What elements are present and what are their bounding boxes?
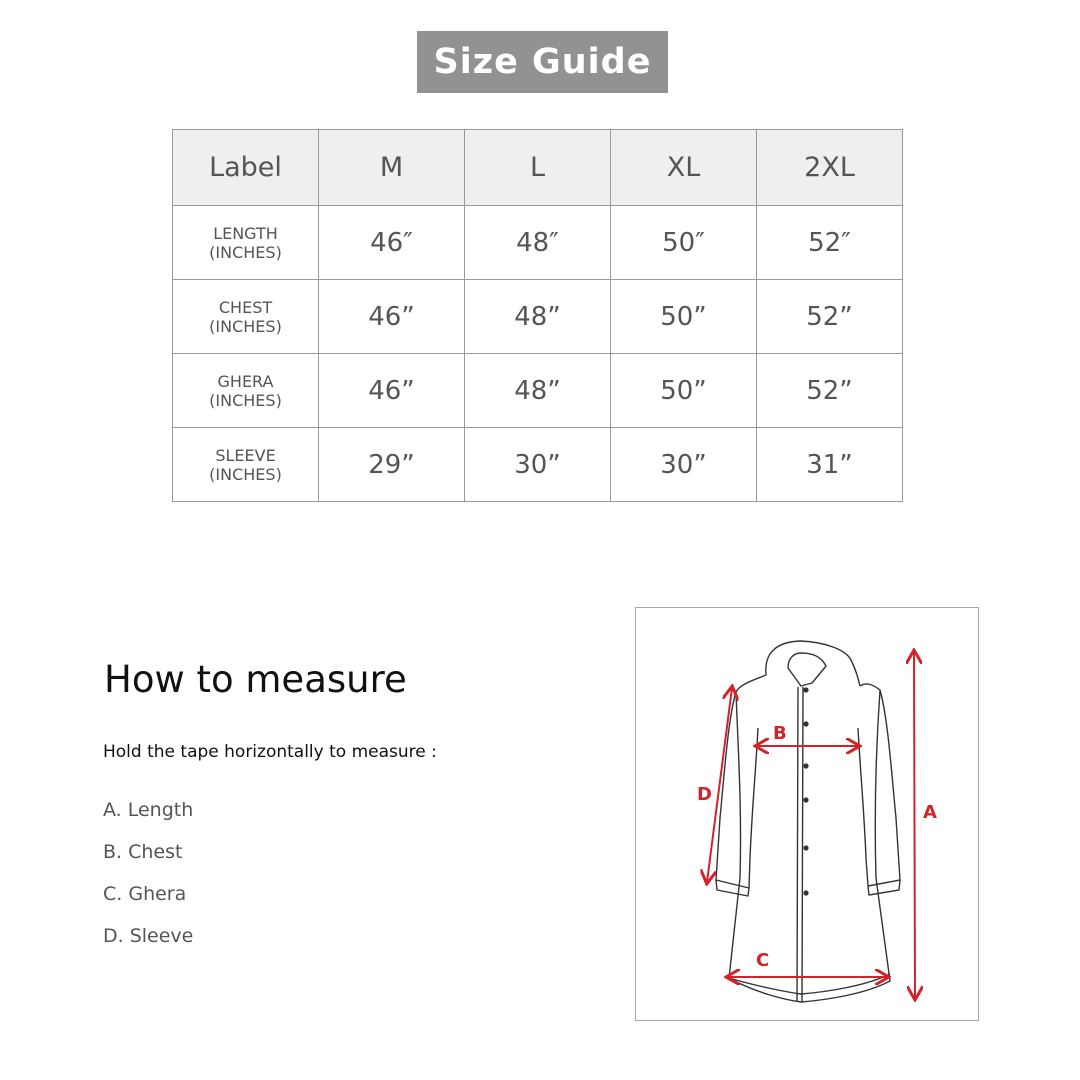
table-cell: 30” xyxy=(611,428,757,502)
hood-opening xyxy=(788,653,826,686)
table-cell: 48” xyxy=(465,280,611,354)
column-header-m: M xyxy=(319,130,465,206)
table-row xyxy=(173,354,903,428)
row-label-length xyxy=(173,206,319,280)
table-row xyxy=(173,428,903,502)
table-header-row xyxy=(173,130,903,206)
table-cell: 48” xyxy=(465,354,611,428)
row-name: CHEST xyxy=(218,297,273,317)
label-c: C xyxy=(756,950,770,971)
row-label-ghera xyxy=(173,354,319,428)
label-a: A xyxy=(923,802,937,823)
column-header-label: Label xyxy=(173,130,319,206)
row-name: SLEEVE xyxy=(215,445,276,465)
page-title: Size Guide xyxy=(417,31,668,93)
measure-list xyxy=(103,797,193,965)
label-b: B xyxy=(773,723,787,744)
table-cell: 46” xyxy=(319,354,465,428)
list-item: B. Chest xyxy=(103,841,183,863)
table-cell: 48″ xyxy=(465,206,611,280)
how-to-measure-heading: How to measure xyxy=(104,658,407,701)
table-cell: 46” xyxy=(319,280,465,354)
table-cell: 52” xyxy=(757,280,903,354)
row-label-sleeve xyxy=(173,428,319,502)
table-cell: 46″ xyxy=(319,206,465,280)
table-cell: 29” xyxy=(319,428,465,502)
table-cell: 52” xyxy=(757,354,903,428)
measure-instruction: Hold the tape horizontally to measure : xyxy=(103,742,437,762)
list-item: D. Sleeve xyxy=(103,925,194,947)
hood-outline xyxy=(766,641,860,686)
row-name: GHERA xyxy=(217,371,274,391)
measurement-diagram xyxy=(635,607,979,1021)
row-unit: (INCHES) xyxy=(209,316,282,336)
right-sleeve xyxy=(858,690,900,886)
table-cell: 31” xyxy=(757,428,903,502)
row-unit: (INCHES) xyxy=(209,242,282,262)
table-row xyxy=(173,280,903,354)
column-header-2xl: 2XL xyxy=(757,130,903,206)
table-cell: 50″ xyxy=(611,206,757,280)
row-unit: (INCHES) xyxy=(209,390,282,410)
column-header-xl: XL xyxy=(611,130,757,206)
table-cell: 52″ xyxy=(757,206,903,280)
row-unit: (INCHES) xyxy=(209,464,282,484)
size-table xyxy=(172,129,903,502)
column-header-l: L xyxy=(465,130,611,206)
table-cell: 50” xyxy=(611,354,757,428)
list-item: C. Ghera xyxy=(103,883,187,905)
coat-illustration xyxy=(636,608,980,1022)
table-cell: 30” xyxy=(465,428,611,502)
table-cell: 50” xyxy=(611,280,757,354)
body-outline xyxy=(729,675,890,1002)
arrow-length xyxy=(914,652,915,998)
list-item: A. Length xyxy=(103,799,194,821)
buttons xyxy=(803,687,808,895)
row-label-chest xyxy=(173,280,319,354)
label-d: D xyxy=(697,784,712,805)
table-row xyxy=(173,206,903,280)
row-name: LENGTH xyxy=(213,223,278,243)
